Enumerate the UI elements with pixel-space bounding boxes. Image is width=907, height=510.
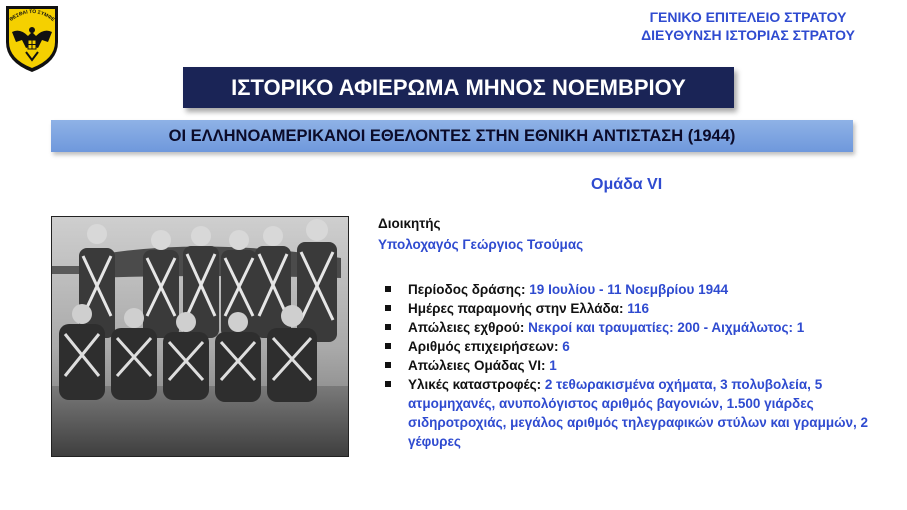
- fact-value: 6: [562, 339, 570, 354]
- fact-label: Απώλειες εχθρού:: [408, 320, 529, 335]
- commander-name: Υπολοχαγός Γεώργιος Τσούμας: [378, 237, 584, 252]
- fact-label: Απώλειες Ομάδας VI:: [408, 358, 550, 373]
- page-title-banner: [183, 67, 734, 108]
- fact-value: 1: [549, 358, 557, 373]
- logo-motto: ΘΕΣΘΑΙ ΤΟ ΣΥΜΦΕ: [8, 8, 56, 24]
- subtitle-banner: [51, 120, 853, 152]
- team-heading: Ομάδα VI: [591, 176, 663, 193]
- fact-enemy-losses: [383, 318, 883, 337]
- fact-material-destruction: [383, 375, 883, 451]
- fact-team-losses: [383, 356, 883, 375]
- commander-label: Διοικητής: [378, 216, 441, 231]
- fact-value: 116: [627, 301, 650, 316]
- fact-label: Ημέρες παραμονής στην Ελλάδα:: [408, 301, 628, 316]
- fact-period: [383, 280, 883, 299]
- fact-label: Υλικές καταστροφές:: [408, 377, 545, 392]
- fact-operations: [383, 337, 883, 356]
- fact-label: Αριθμός επιχειρήσεων:: [408, 339, 563, 354]
- fact-value: 2 τεθωρακισμένα οχήματα, 3 πολυβολεία, 5 ατμομηχανές, ανυπολόγιστος αριθμός βαγονιών, 1.500 γιάρδες σιδηροτροχιάς, μεγάλος αριθμός τηλεγραφικών στύλων και γραμμών, 2 γέφυρες: [408, 377, 869, 449]
- fact-label: Περίοδος δράσης:: [408, 282, 530, 297]
- org-name-line2: ΔΙΕΥΘΥΝΣΗ ΙΣΤΟΡΙΑΣ ΣΤΡΑΤΟΥ: [641, 27, 855, 43]
- fact-value: 19 Ιουλίου - 11 Νοεμβρίου 1944: [529, 282, 729, 297]
- army-emblem-logo: [2, 2, 62, 74]
- facts-list: [383, 280, 883, 451]
- fact-days-in-greece: [383, 299, 883, 318]
- org-name-line1: ΓΕΝΙΚΟ ΕΠΙΤΕΛΕΙΟ ΣΤΡΑΤΟΥ: [649, 9, 847, 25]
- historic-group-photo: [51, 216, 349, 457]
- organization-header: [641, 8, 855, 44]
- page-title: ΙΣΤΟΡΙΚΟ ΑΦΙΕΡΩΜΑ ΜΗΝΟΣ ΝΟΕΜΒΡΙΟΥ: [231, 74, 686, 100]
- page-subtitle: ΟΙ ΕΛΛΗΝΟΑΜΕΡΙΚΑΝΟΙ ΕΘΕΛΟΝΤΕΣ ΣΤΗΝ ΕΘΝΙΚΗ ΑΝΤΙΣΤΑΣΗ (1944): [168, 126, 736, 145]
- fact-value: Νεκροί και τραυματίες: 200 - Αιχμάλωτος: 1: [528, 320, 805, 335]
